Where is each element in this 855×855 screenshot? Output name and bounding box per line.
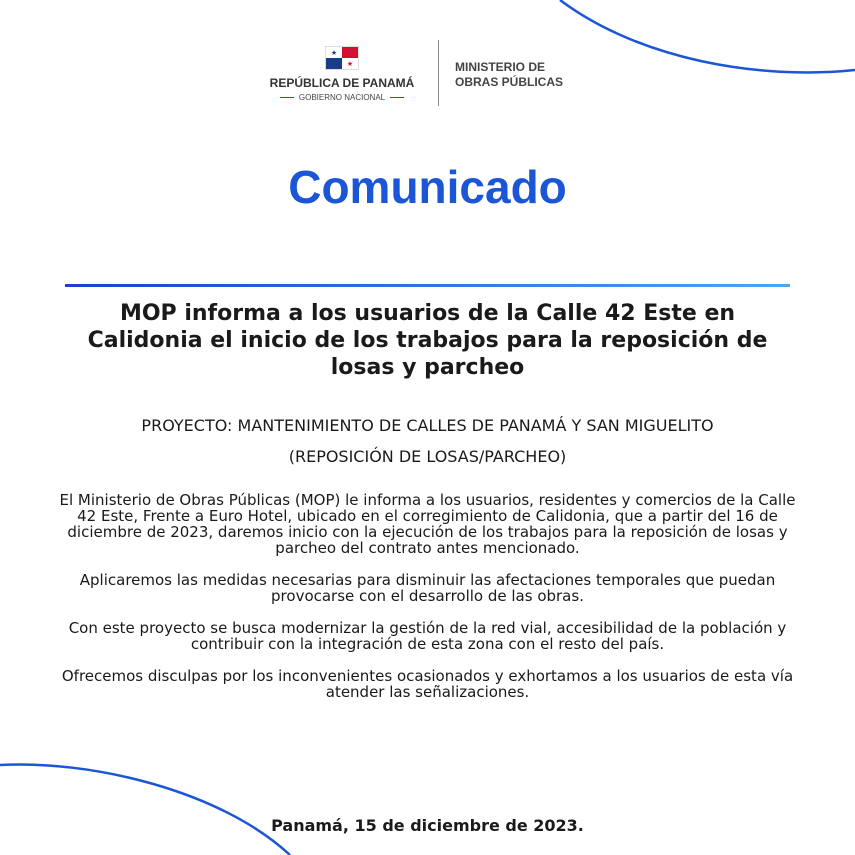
page-title: Comunicado — [288, 161, 567, 213]
paragraph: Aplicaremos las medidas necesarias para disminuir las afectaciones temporales que puedan provocarse con el desarrollo de las obras. — [79, 571, 776, 605]
government-label: GOBIERNO NACIONAL — [275, 93, 409, 102]
body-text — [55, 492, 800, 716]
project-name: PROYECTO: MANTENIMIENTO DE CALLES DE PANAMÁ Y SAN MIGUELITO (REPOSICIÓN DE LOSAS/PARCHEO) — [141, 416, 714, 466]
ministry-line2: OBRAS PÚBLICAS — [455, 75, 564, 89]
government-logo — [262, 46, 563, 106]
panama-flag-icon: ★ ★ — [325, 46, 359, 70]
paragraph: Con este proyecto se busca modernizar la gestión de la red vial, accesibilidad de la población y contribuir con la integración de esta zona con el resto del país. — [68, 619, 787, 653]
date-line: Panamá, 15 de diciembre de 2023. — [271, 816, 584, 835]
ministry-line1: MINISTERIO DE — [455, 60, 546, 74]
paragraph: Ofrecemos disculpas por los inconvenientes ocasionados y exhortamos a los usuarios de esta vía atender las señalizaciones. — [61, 667, 794, 701]
headline: MOP informa a los usuarios de la Calle 42 Este en Calidonia el inicio de los trabajos para la reposición de losas y parcheo — [87, 301, 768, 380]
paragraph: El Ministerio de Obras Públicas (MOP) le informa a los usuarios, residentes y comercios de la Calle 42 Este, Frente a Euro Hotel, ubicado en el corregimiento de Calidonia, que a partir del 16 de diciembre de 2023, daremos inicio con la ejecución de los trabajos para la reposición de losas y parcheo del contrato antes mencionado. — [59, 491, 796, 557]
country-name: REPÚBLICA DE PANAMÁ — [269, 76, 415, 90]
divider-rule — [65, 284, 790, 287]
divider — [438, 40, 439, 106]
ministry-name — [455, 60, 563, 90]
